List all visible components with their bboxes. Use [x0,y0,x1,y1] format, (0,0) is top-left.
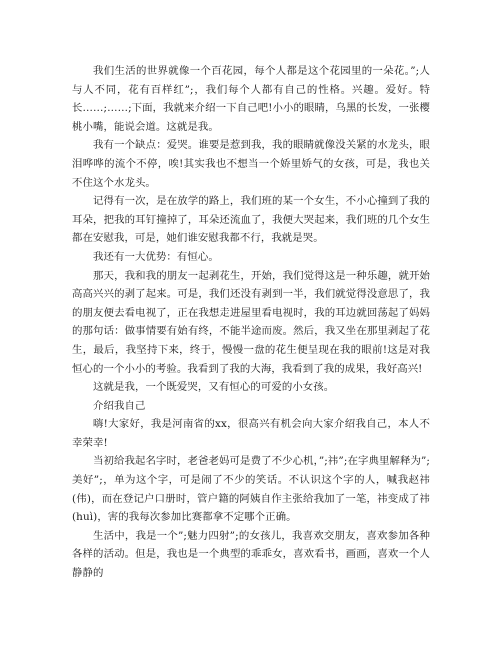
paragraph-greeting: 嗨!大家好，我是河南省的xx，很高兴有机会向大家介绍我自己，本人不幸荣幸! [72,418,430,449]
paragraph-weakness: 我有一个缺点：爱哭。谁要是惹到我，我的眼睛就像没关紧的水龙头，眼泪哗哗的流个不停，唉!其实我也不想当一个娇里娇气的女孩，可是，我也关不住这个水龙头。 [72,139,430,189]
paragraph-intro: 我们生活的世界就像一个百花园，每个人都是这个花园里的一朵花。”;人与人不同，花有百样红”;，我们每个人都有自己的性格。兴趣。爱好。特长……;……;下面，我就来介绍一下自己吧!小小的眼睛，乌黑的长发，一张樱桃小嘴，能说会道。这就是我。 [72,65,430,133]
document-body [72,62,430,583]
paragraph-strength: 我还有一大优势：有恒心。 [93,250,219,263]
paragraph-summary: 这就是我，一个既爱哭，又有恒心的可爱的小女孩。 [93,381,335,394]
paragraph-life: 生活中，我是一个”;魅力四射”;的女孩儿，我喜欢交朋友，喜欢参加各种各样的活动。但是，我也是一个典型的乖乖女，喜欢看书，画画，喜欢一个人静静的 [72,529,430,580]
paragraph-peanut-story: 那天，我和我的朋友一起剥花生，开始，我们觉得这是一种乐趣，就开始高高兴兴的剥了起来。可是，我们还没有剥到一半，我们就觉得没意思了，我的朋友便去看电视了，正在我想走进屋里看电视时，我的耳边就回荡起了妈妈的那句话：做事情要有始有终，不能半途而废。然后，我又坐在那里剥起了花生，最后，我坚持下来，终于，慢慢一盘的花生便呈现在我的眼前!这是对我恒心的一个小小的考验。我看到了我的大海，我看到了我的成果，我好高兴! [72,269,430,375]
paragraph-name: 当初给我起名字时，老爸老妈可是费了不少心机，”;祎”;在字典里解释为”;美好”;，单为这个字，可是闹了不少的笑话。不认识这个字的人，喊我赵祎(伟)，而在登记户口册时，管户籍的阿姨自作主张给我加了一笔，祎变成了祎(huì)，害的我每次参加比赛都拿不定哪个正确。 [72,455,430,524]
section-heading: 介绍我自己 [93,399,146,412]
paragraph-memory: 记得有一次，是在放学的路上，我们班的某一个女生，不小心撞到了我的耳朵，把我的耳钉撞掉了，耳朵还流血了，我便大哭起来，我们班的几个女生都在安慰我，可是，她们谁安慰我都不行，我就是哭。 [72,195,430,245]
